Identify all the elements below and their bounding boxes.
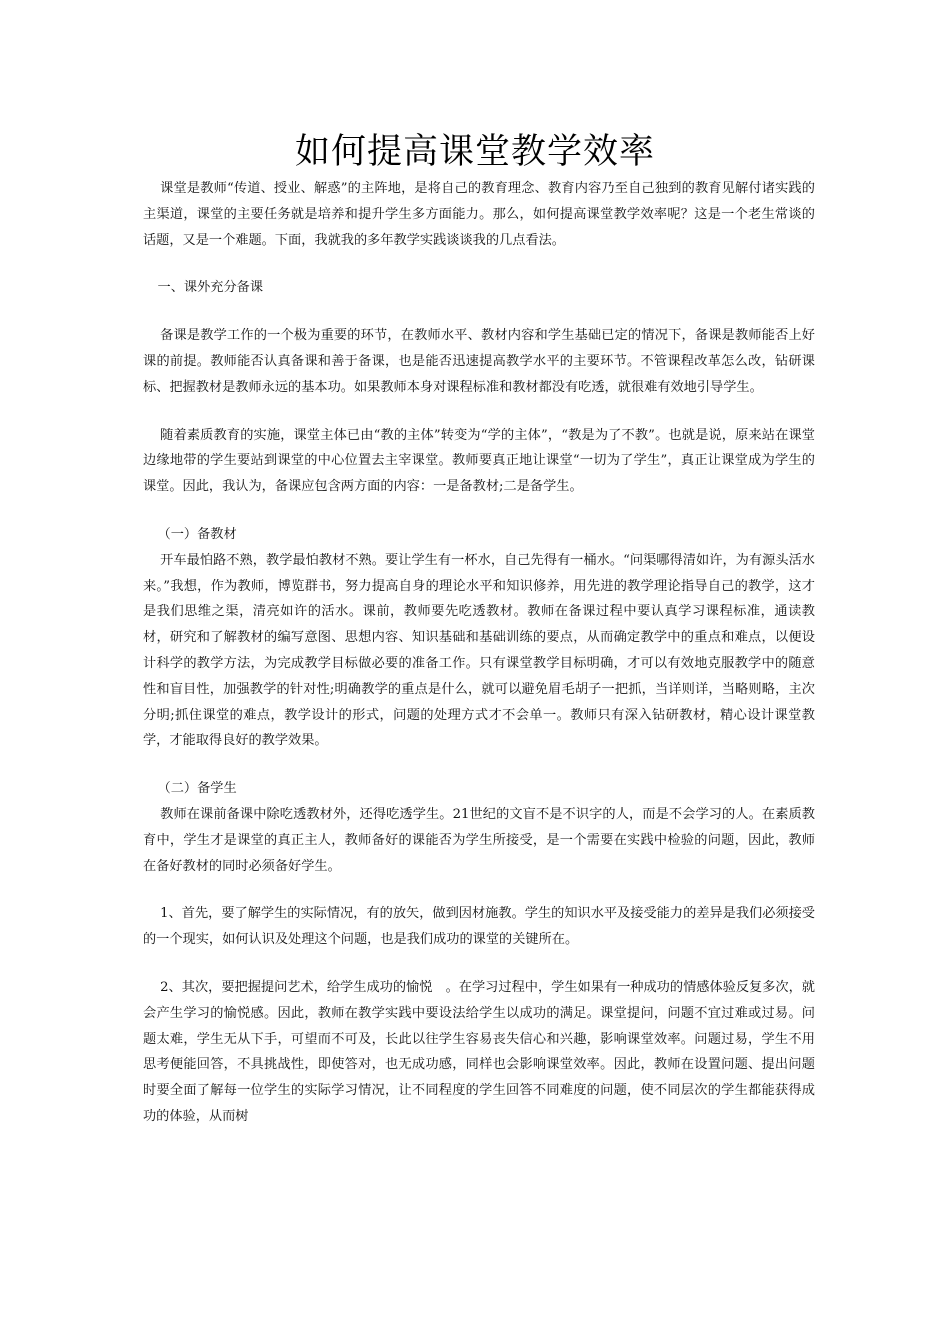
list-item-1: 1、首先，要了解学生的实际情况，有的放矢，做到因材施教。学生的知识水平及接受能力的差异是我们必须接受的一个现实，如何认识及处理这个问题，也是我们成功的课堂的关键所在。 [143, 906, 815, 948]
document-body [143, 176, 815, 1130]
paragraph-materials: 开车最怕路不熟，教学最怕教材不熟。要让学生有一杯水，自己先得有一桶水。“问渠哪得清如许，为有源头活水来。”我想，作为教师，博览群书，努力提高自身的理论水平和知识修养，用先进的教学理论指导自己的教学，这才是我们思维之渠，清亮如许的活水。课前，教师要先吃透教材。教师在备课过程中要认真学习课程标准，通读教材，研究和了解教材的编写意图、思想内容、知识基础和基础训练的要点，从而确定教学中的重点和难点，以便设计科学的教学方法，为完成教学目标做必要的准备工作。只有课堂教学目标明确，才可以有效地克服教学中的随意性和盲目性，加强教学的针对性;明确教学的重点是什么，就可以避免眉毛胡子一把抓，当详则详，当略则略，主次分明;抓住课堂的难点，教学设计的形式，问题的处理方式才不会单一。教师只有深入钻研教材，精心设计课堂教学，才能取得良好的教学效果。 [143, 552, 815, 749]
list-item-2: 2、其次，要把握提问艺术，给学生成功的愉悦 。在学习过程中，学生如果有一种成功的情感体验反复多次，就会产生学习的愉悦感。因此，教师在教学实践中要设法给学生以成功的满足。课堂提问，问题不宜过难或过易。问题太难，学生无从下手，可望而不可及，长此以往学生容易丧失信心和兴趣，影响课堂效率。问题过易，学生不用思考便能回答，不具挑战性，即使答对，也无成功感，同样也会影响课堂效率。因此，教师在设置问题、提出问题时要全面了解每一位学生的实际学习情况，让不同程度的学生回答不同难度的问题，使不同层次的学生都能获得成功的体验，从而树 [143, 979, 815, 1124]
document-title: 如何提高课堂教学效率 [294, 132, 655, 172]
paragraph-prep-importance: 备课是教学工作的一个极为重要的环节，在教师水平、教材内容和学生基础已定的情况下，备课是教师能否上好课的前提。教师能否认真备课和善于备课，也是能否迅速提高教学水平的主要环节。不管课程改革怎么改，钻研课标、把握教材是教师永远的基本功。如果教师本身对课程标准和教材都没有吃透，就很难有效地引导学生。 [143, 328, 815, 395]
subsection-heading-students: （二）备学生 [157, 781, 237, 797]
paragraph-student-subject: 随着素质教育的实施，课堂主体已由“教的主体”转变为“学的主体”，“教是为了不教”。也就是说，原来站在课堂边缘地带的学生要站到课堂的中心位置去主宰课堂。教师要真正地让课堂“一切为了学生”，真正让课堂成为学生的课堂。因此，我认为，备课应包含两方面的内容：一是备教材;二是备学生。 [143, 427, 815, 495]
section-heading-1: 一、课外充分备课 [157, 280, 264, 296]
subsection-heading-materials: （一）备教材 [157, 526, 237, 542]
paragraph-students: 教师在课前备课中除吃透教材外，还得吃透学生。21世纪的文盲不是不识字的人，而是不会学习的人。在素质教育中，学生才是课堂的真正主人，教师备好的课能否为学生所接受，是一个需要在实践中检验的问题，因此，教师在备好教材的同时必须备好学生。 [143, 806, 815, 874]
paragraph-intro: 课堂是教师“传道、授业、解惑”的主阵地，是将自己的教育理念、教育内容乃至自己独到的教育见解付诸实践的主渠道，课堂的主要任务就是培养和提升学生多方面能力。那么，如何提高课堂教学效率呢？这是一个老生常谈的话题，又是一个难题。下面，我就我的多年教学实践谈谈我的几点看法。 [143, 181, 815, 248]
